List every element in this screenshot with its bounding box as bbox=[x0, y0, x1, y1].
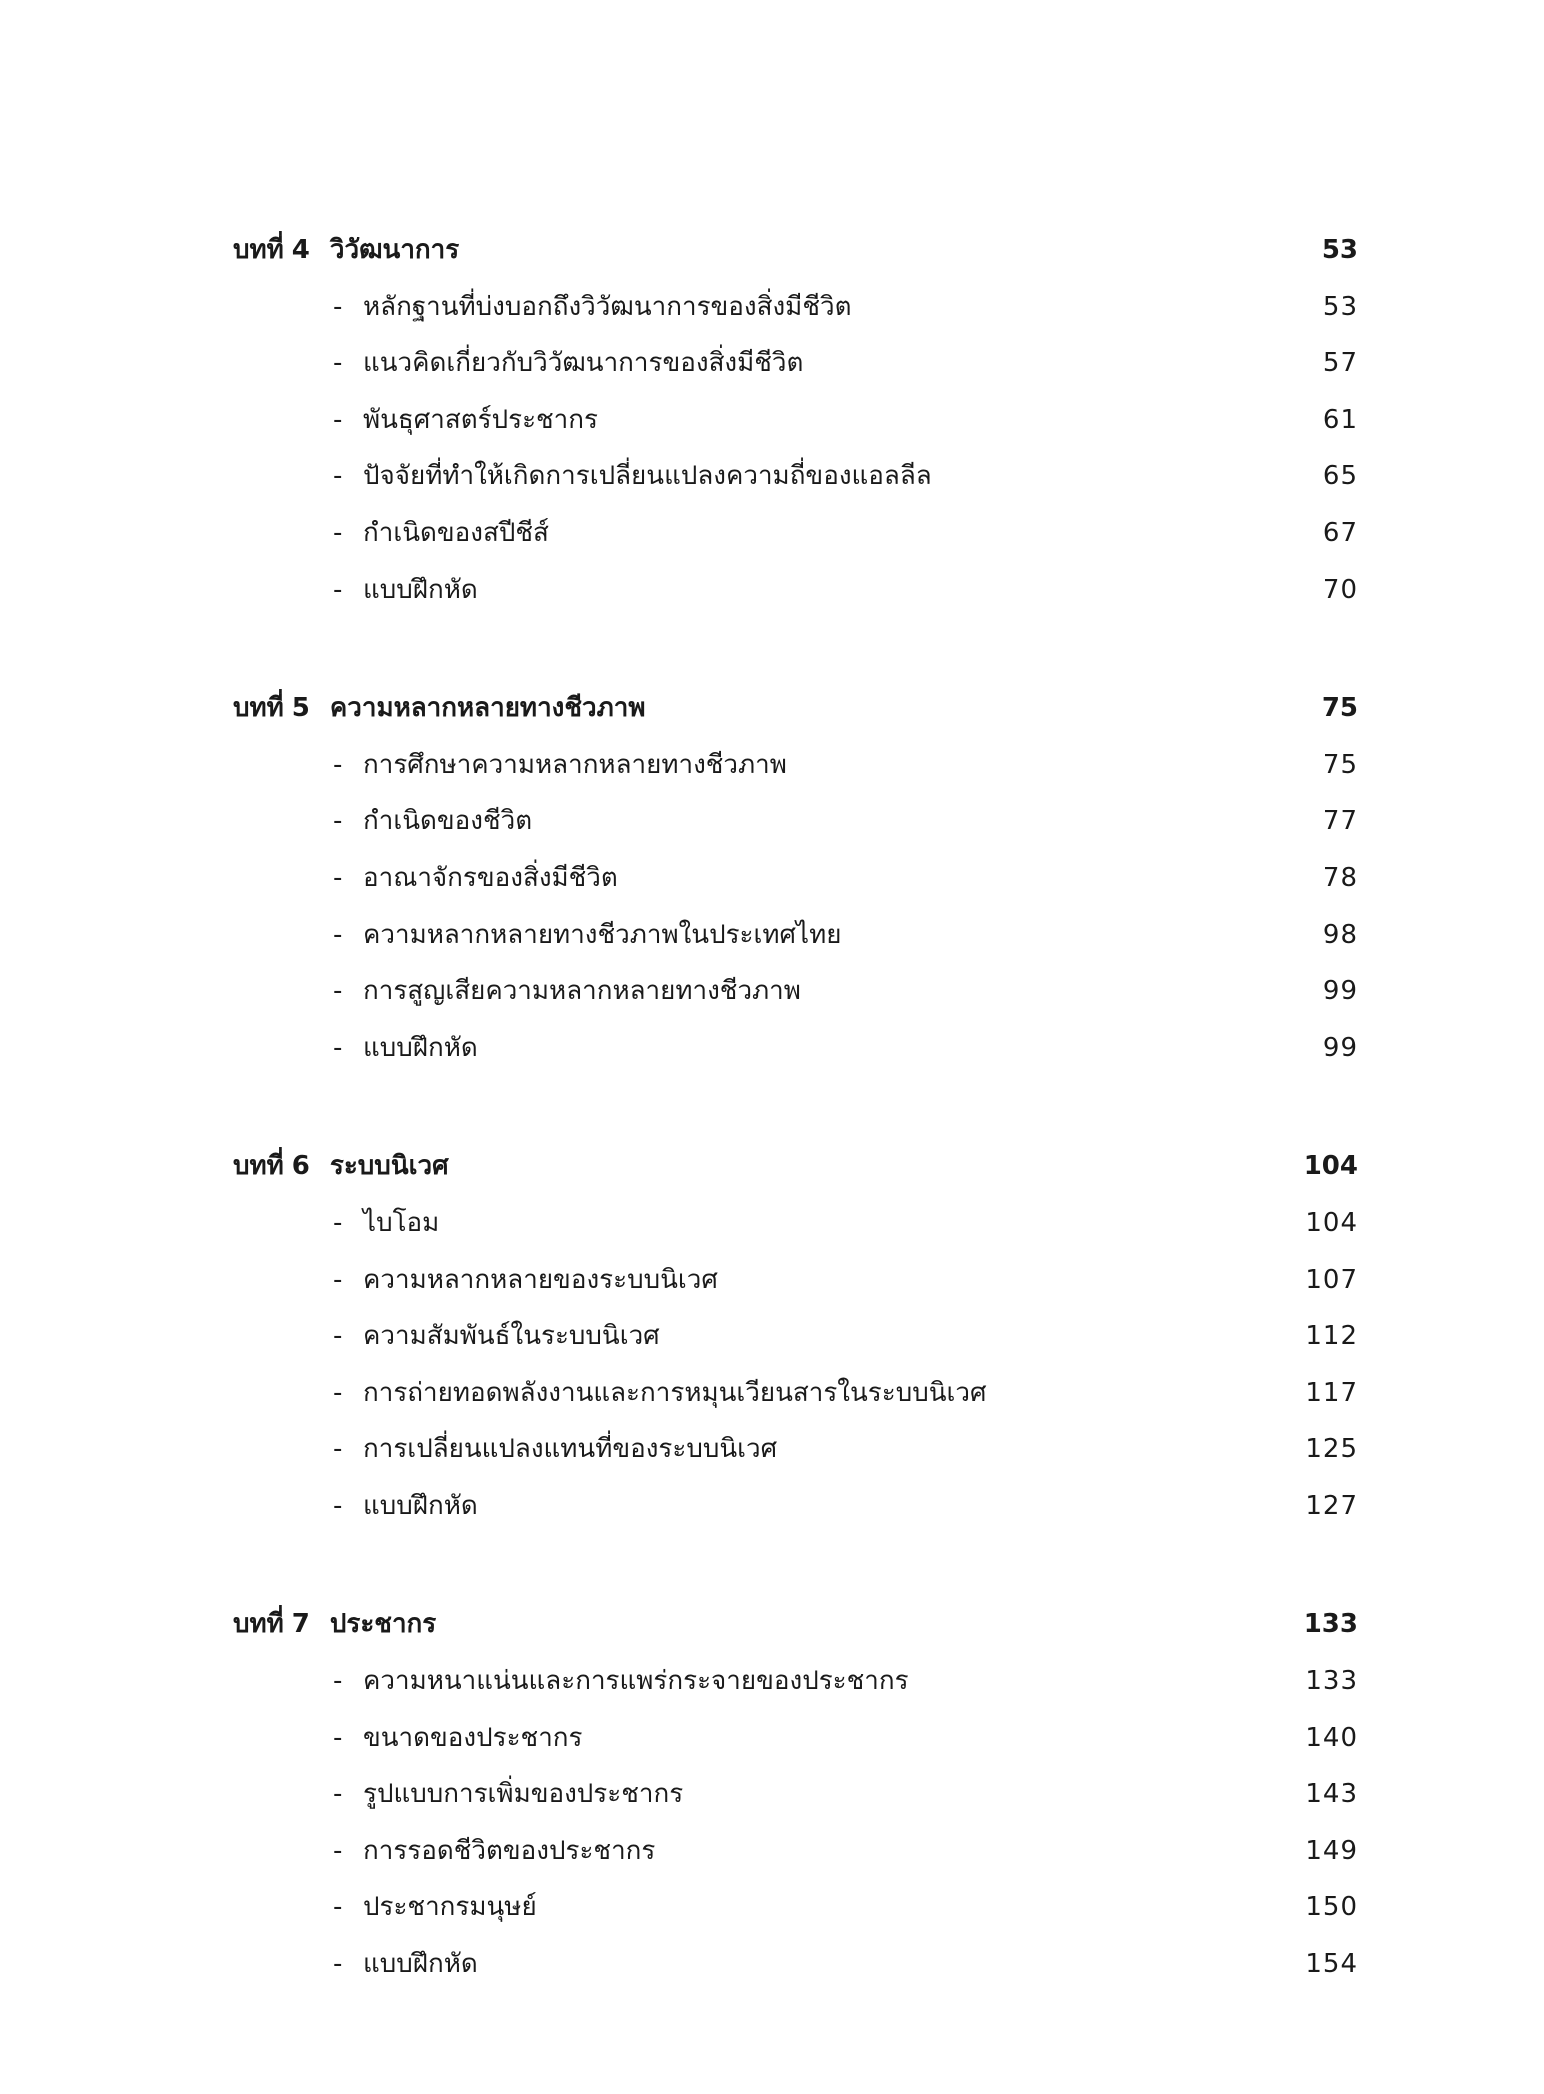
entry-title: แบบฝึกหัด bbox=[363, 1949, 478, 1980]
entry-title: กำเนิดของชีวิต bbox=[363, 806, 533, 837]
entry-dash: - bbox=[333, 919, 343, 950]
toc-entry[interactable] bbox=[233, 335, 1358, 392]
chapter-prefix: บทที่ bbox=[233, 1609, 284, 1640]
toc-entry[interactable] bbox=[233, 1936, 1358, 1993]
toc-entry[interactable] bbox=[233, 505, 1358, 562]
entry-title: ความหนาแน่นและการแพร่กระจายของประชากร bbox=[363, 1666, 909, 1697]
chapter-number: 6 bbox=[291, 1151, 310, 1182]
entry-dash: - bbox=[333, 404, 343, 435]
entry-title: พันธุศาสตร์ประชากร bbox=[363, 404, 598, 435]
entry-title: กำเนิดของสปีชีส์ bbox=[363, 517, 549, 548]
entry-title: แนวคิดเกี่ยวกับวิวัฒนาการของสิ่งมีชีวิต bbox=[363, 348, 804, 379]
toc-entry[interactable] bbox=[233, 448, 1358, 505]
toc-entry[interactable] bbox=[233, 1020, 1358, 1077]
toc-entry[interactable] bbox=[233, 1766, 1358, 1823]
entry-title: การถ่ายทอดพลังงานและการหมุนเวียนสารในระบบนิเวศ bbox=[363, 1377, 987, 1408]
entry-title: การรอดชีวิตของประชากร bbox=[363, 1835, 656, 1866]
entry-title: ความสัมพันธ์ในระบบนิเวศ bbox=[363, 1321, 660, 1352]
toc-entry[interactable] bbox=[233, 1252, 1358, 1309]
entry-dash: - bbox=[333, 574, 343, 605]
toc-entry[interactable] bbox=[233, 1421, 1358, 1478]
entry-page-number: 75 bbox=[1322, 749, 1358, 780]
entry-title: แบบฝึกหัด bbox=[363, 1032, 478, 1063]
chapter-prefix: บทที่ bbox=[233, 1151, 284, 1182]
entry-page-number: 112 bbox=[1305, 1321, 1358, 1352]
entry-title: ปัจจัยที่ทำให้เกิดการเปลี่ยนแปลงความถี่ของแอลลีล bbox=[363, 461, 932, 492]
toc-entry[interactable] bbox=[233, 392, 1358, 449]
entry-page-number: 133 bbox=[1305, 1666, 1358, 1697]
toc-entry[interactable] bbox=[233, 1308, 1358, 1365]
chapter-number: 7 bbox=[291, 1609, 310, 1640]
entry-page-number: 117 bbox=[1305, 1377, 1358, 1408]
entry-title: ความหลากหลายทางชีวภาพในประเทศไทย bbox=[363, 919, 842, 950]
entry-page-number: 61 bbox=[1322, 404, 1358, 435]
chapter-page-number: 75 bbox=[1321, 693, 1358, 724]
chapter-title: ประชากร bbox=[329, 1609, 437, 1640]
entry-page-number: 78 bbox=[1322, 862, 1358, 893]
entry-dash: - bbox=[333, 1892, 343, 1923]
entry-dash: - bbox=[333, 517, 343, 548]
entry-page-number: 143 bbox=[1305, 1779, 1358, 1810]
chapter-section bbox=[233, 222, 1358, 618]
entry-page-number: 154 bbox=[1305, 1949, 1358, 1980]
entry-dash: - bbox=[333, 862, 343, 893]
entry-title: ขนาดของประชากร bbox=[363, 1722, 583, 1753]
toc-entry[interactable] bbox=[233, 793, 1358, 850]
entry-dash: - bbox=[333, 1779, 343, 1810]
table-of-contents bbox=[233, 222, 1358, 2055]
entry-dash: - bbox=[333, 348, 343, 379]
toc-entry[interactable] bbox=[233, 279, 1358, 336]
chapter-page-number: 53 bbox=[1321, 235, 1358, 265]
entry-dash: - bbox=[333, 1032, 343, 1063]
entry-page-number: 53 bbox=[1322, 291, 1358, 322]
toc-entry[interactable] bbox=[233, 562, 1358, 619]
chapter-section bbox=[233, 1596, 1358, 1992]
entry-page-number: 67 bbox=[1322, 517, 1358, 548]
entry-dash: - bbox=[333, 1835, 343, 1866]
entry-title: อาณาจักรของสิ่งมีชีวิต bbox=[363, 862, 618, 893]
chapter-heading[interactable] bbox=[233, 680, 1358, 737]
entry-page-number: 150 bbox=[1305, 1892, 1358, 1923]
entry-page-number: 107 bbox=[1305, 1264, 1358, 1295]
entry-page-number: 65 bbox=[1322, 461, 1358, 492]
entry-page-number: 127 bbox=[1305, 1490, 1358, 1521]
entry-title: หลักฐานที่บ่งบอกถึงวิวัฒนาการของสิ่งมีชีวิต bbox=[363, 291, 852, 322]
chapter-title: วิวัฒนาการ bbox=[329, 235, 460, 265]
toc-entry[interactable] bbox=[233, 963, 1358, 1020]
chapter-section bbox=[233, 1138, 1358, 1534]
entry-dash: - bbox=[333, 1207, 343, 1238]
entry-dash: - bbox=[333, 1666, 343, 1697]
chapter-heading[interactable] bbox=[233, 1138, 1358, 1195]
chapter-page-number: 133 bbox=[1303, 1609, 1358, 1640]
chapter-section bbox=[233, 680, 1358, 1076]
toc-entry[interactable] bbox=[233, 1478, 1358, 1535]
entry-page-number: 149 bbox=[1305, 1835, 1358, 1866]
chapter-prefix: บทที่ bbox=[233, 235, 284, 265]
entry-dash: - bbox=[333, 749, 343, 780]
toc-entry[interactable] bbox=[233, 1653, 1358, 1710]
entry-page-number: 104 bbox=[1305, 1207, 1358, 1238]
toc-entry[interactable] bbox=[233, 850, 1358, 907]
entry-dash: - bbox=[333, 1264, 343, 1295]
entry-dash: - bbox=[333, 1434, 343, 1465]
entry-page-number: 77 bbox=[1322, 806, 1358, 837]
entry-dash: - bbox=[333, 1490, 343, 1521]
toc-entry[interactable] bbox=[233, 737, 1358, 794]
chapter-number: 5 bbox=[291, 693, 310, 724]
entry-title: แบบฝึกหัด bbox=[363, 574, 478, 605]
chapter-title: ระบบนิเวศ bbox=[329, 1151, 449, 1182]
chapter-heading[interactable] bbox=[233, 222, 1358, 279]
entry-page-number: 99 bbox=[1322, 1032, 1358, 1063]
entry-dash: - bbox=[333, 806, 343, 837]
entry-dash: - bbox=[333, 976, 343, 1007]
entry-dash: - bbox=[333, 1377, 343, 1408]
toc-entry[interactable] bbox=[233, 1710, 1358, 1767]
chapter-prefix: บทที่ bbox=[233, 693, 284, 724]
entry-title: รูปแบบการเพิ่มของประชากร bbox=[363, 1779, 684, 1810]
entry-page-number: 125 bbox=[1305, 1434, 1358, 1465]
entry-title: ประชากรมนุษย์ bbox=[363, 1892, 537, 1923]
entry-dash: - bbox=[333, 461, 343, 492]
entry-page-number: 140 bbox=[1305, 1722, 1358, 1753]
entry-title: ไบโอม bbox=[363, 1207, 440, 1238]
entry-page-number: 99 bbox=[1322, 976, 1358, 1007]
chapter-title: ความหลากหลายทางชีวภาพ bbox=[329, 693, 646, 724]
chapter-page-number: 104 bbox=[1303, 1151, 1358, 1182]
entry-title: ความหลากหลายของระบบนิเวศ bbox=[363, 1264, 718, 1295]
chapter-number: 4 bbox=[291, 235, 310, 265]
toc-entry[interactable] bbox=[233, 1365, 1358, 1422]
entry-dash: - bbox=[333, 1949, 343, 1980]
toc-entry[interactable] bbox=[233, 907, 1358, 964]
toc-entry[interactable] bbox=[233, 1823, 1358, 1880]
entry-page-number: 98 bbox=[1322, 919, 1358, 950]
entry-page-number: 70 bbox=[1322, 574, 1358, 605]
toc-entry[interactable] bbox=[233, 1879, 1358, 1936]
entry-dash: - bbox=[333, 1722, 343, 1753]
entry-title: การเปลี่ยนแปลงแทนที่ของระบบนิเวศ bbox=[363, 1434, 778, 1465]
entry-page-number: 57 bbox=[1322, 348, 1358, 379]
toc-entry[interactable] bbox=[233, 1195, 1358, 1252]
entry-title: แบบฝึกหัด bbox=[363, 1490, 478, 1521]
entry-title: การสูญเสียความหลากหลายทางชีวภาพ bbox=[363, 976, 801, 1007]
entry-dash: - bbox=[333, 291, 343, 322]
entry-title: การศึกษาความหลากหลายทางชีวภาพ bbox=[363, 749, 787, 780]
chapter-heading[interactable] bbox=[233, 1596, 1358, 1653]
entry-dash: - bbox=[333, 1321, 343, 1352]
